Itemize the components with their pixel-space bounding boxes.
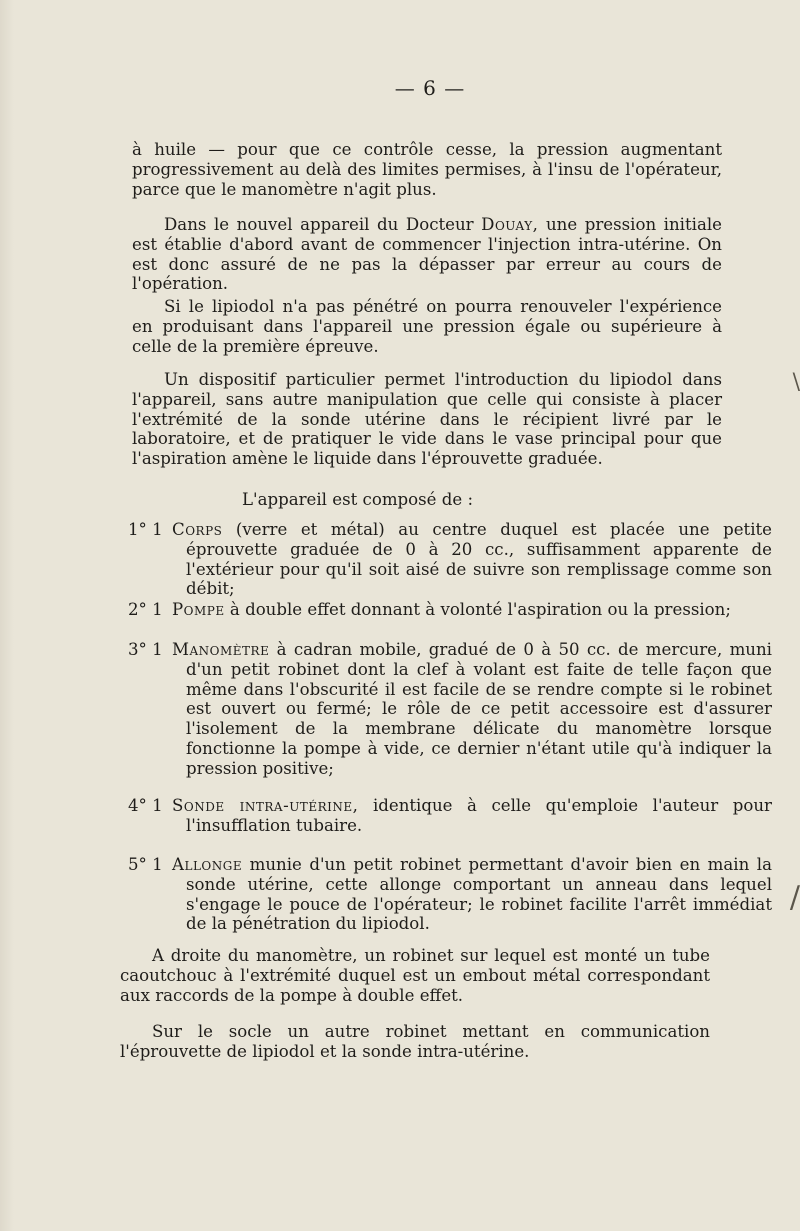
list-item-4-number: 4° 1 bbox=[128, 796, 163, 815]
composition-heading: L'appareil est composé de : bbox=[242, 490, 474, 509]
list-item-4 bbox=[128, 796, 772, 836]
page-number: — 6 — bbox=[394, 76, 466, 100]
list-item-2-text: à double effet donnant à volonté l'aspiration ou la pression; bbox=[224, 600, 731, 619]
paragraph-3: Si le lipiodol n'a pas pénétré on pourra renouveler l'expérience en produisant dans l'appareil une pression égale ou supérieure à celle de la première épreuve. bbox=[132, 297, 722, 356]
paragraph-2-rest: une pression initiale est établie d'abord avant de commencer l'injection intra-utérine. On est donc assuré de ne pas la dépasser par erreur au cours de l'opération. bbox=[132, 215, 722, 294]
list-item-5-text: munie d'un petit robinet permettant d'avoir bien en main la sonde utérine, cette allonge comportant un anneau dans lequel s'engage le pouce de l'opérateur; le robinet facilite l'arrêt immédiat de la pénétration du lipiodol. bbox=[186, 855, 772, 934]
list-item-3-number: 3° 1 bbox=[128, 640, 163, 659]
list-item-4-text: identique à celle qu'emploie l'auteur pour l'insufflation tubaire. bbox=[186, 796, 772, 835]
paragraph-6: Sur le socle un autre robinet mettant en communication l'éprouvette de lipiodol et la sonde intra-utérine. bbox=[120, 1022, 710, 1061]
list-item-4-term: Sonde intra-utérine, bbox=[172, 796, 359, 815]
list-item-3-term: Manomètre bbox=[172, 640, 270, 659]
paragraph-5: A droite du manomètre, un robinet sur lequel est monté un tube caoutchouc à l'extrémité duquel est un embout métal correspondant aux raccords de la pompe à double effet. bbox=[120, 946, 710, 1005]
paragraph-2-start: Dans le nouvel appareil du Docteur bbox=[164, 215, 482, 234]
paragraph-2 bbox=[132, 215, 722, 294]
margin-mark-2: / bbox=[789, 880, 800, 915]
list-item-1 bbox=[128, 520, 772, 599]
paragraph-1: à huile — pour que ce contrôle cesse, la pression augmentant progressivement au delà des limites permises, à l'insu de l'opérateur, parce que le manomètre n'agit plus. bbox=[132, 140, 722, 199]
author-name: Douay, bbox=[481, 215, 539, 234]
list-item-1-term: Corps bbox=[172, 520, 223, 539]
list-item-2-term: Pompe bbox=[172, 600, 225, 619]
list-item-3 bbox=[128, 640, 772, 779]
list-item-5-number: 5° 1 bbox=[128, 855, 163, 874]
list-item-1-number: 1° 1 bbox=[128, 520, 163, 539]
list-item-2 bbox=[128, 600, 772, 620]
list-item-5 bbox=[128, 855, 772, 934]
margin-mark: \ bbox=[792, 370, 800, 395]
list-item-5-term: Allonge bbox=[172, 855, 243, 874]
list-item-2-number: 2° 1 bbox=[128, 600, 163, 619]
list-item-1-text: (verre et métal) au centre duquel est placée une petite éprouvette graduée de 0 à 20 cc., suffisamment apparente de l'extérieur pour qu'il soit aisé de suivre son remplissage comme son débit; bbox=[186, 520, 772, 599]
list-item-3-text: à cadran mobile, gradué de 0 à 50 cc. de mercure, muni d'un petit robinet dont la clef à volant est faite de telle façon que même dans l'obscurité il est facile de se rendre compte si le robinet est ouvert ou fermé; le rôle de ce petit accessoire est d'assurer l'isolement de la membrane délicate du manomètre lorsque fonctionne la pompe à vide, ce dernier n'étant utile qu'à indiquer la pression positive; bbox=[186, 640, 772, 778]
paragraph-4: Un dispositif particulier permet l'introduction du lipiodol dans l'appareil, sans autre manipulation que celle qui consiste à placer l'extrémité de la sonde utérine dans le récipient livré par le laboratoire, et de pratiquer le vide dans le vase principal pour que l'aspiration amène le liquide dans l'éprouvette graduée. bbox=[132, 370, 722, 469]
